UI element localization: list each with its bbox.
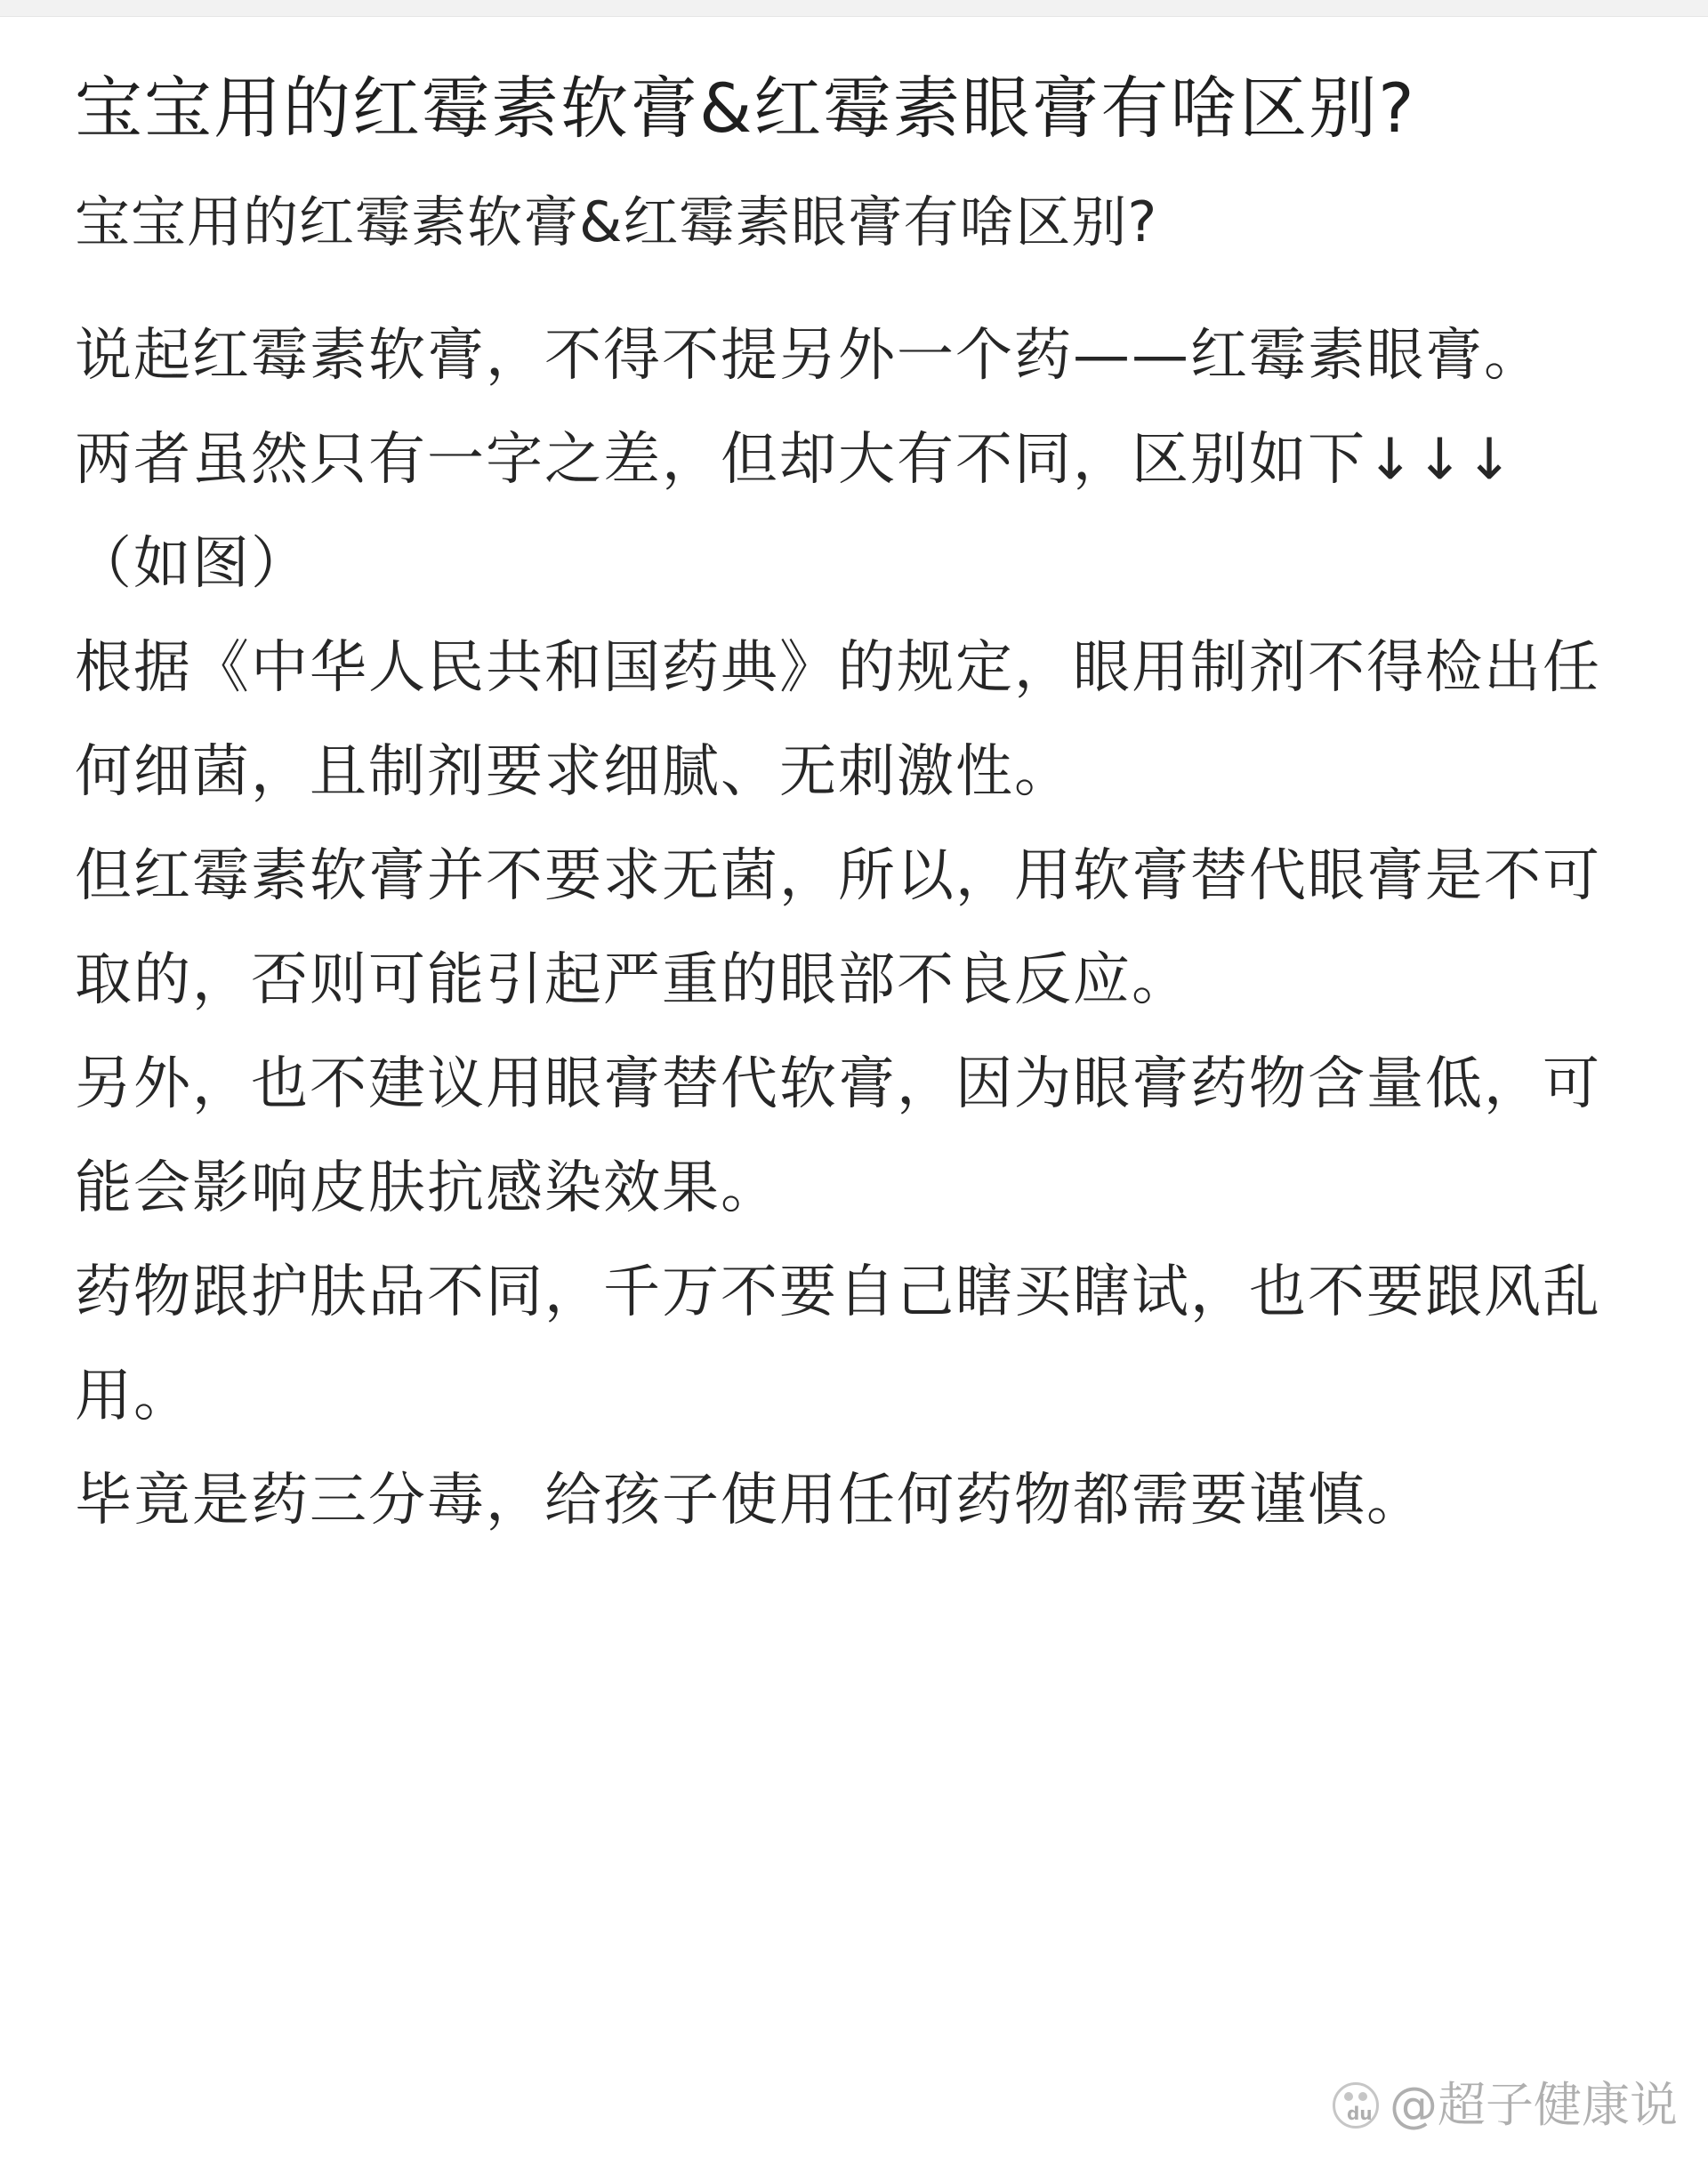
watermark-text: @超子健康说 bbox=[1390, 2077, 1678, 2133]
paragraph: 药物跟护肤品不同，千万不要自己瞎买瞎试，也不要跟风乱用。 bbox=[75, 1260, 1601, 1429]
article-title: 宝宝用的红霉素软膏&红霉素眼膏有啥区别? bbox=[75, 68, 1416, 148]
du-logo-icon bbox=[1333, 2082, 1379, 2129]
du-logo-text: du bbox=[1347, 2103, 1373, 2124]
top-strip bbox=[0, 0, 1708, 17]
paragraph: 另外，也不建议用眼膏替代软膏，因为眼膏药物含量低，可能会影响皮肤抗感染效果。 bbox=[75, 1051, 1601, 1221]
article bbox=[75, 55, 1605, 1553]
watermark bbox=[1333, 2073, 1678, 2137]
article-body bbox=[75, 304, 1605, 1553]
article-subtitle: 宝宝用的红霉素软膏&红霉素眼膏有啥区别? bbox=[75, 189, 1158, 254]
paragraph: 但红霉素软膏并不要求无菌，所以，用软膏替代眼膏是不可取的，否则可能引起严重的眼部不良反应。 bbox=[75, 843, 1601, 1013]
paragraph: 毕竟是药三分毒，给孩子使用任何药物都需要谨慎。 bbox=[75, 1468, 1425, 1533]
paragraph: 两者虽然只有一字之差，但却大有不同，区别如下↓↓↓（如图） bbox=[75, 427, 1515, 597]
paragraph: 说起红霉素软膏，不得不提另外一个药——红霉素眼膏。 bbox=[75, 323, 1543, 389]
paragraph: 根据《中华人民共和国药典》的规定，眼用制剂不得检出任何细菌，且制剂要求细腻、无刺激性。 bbox=[75, 635, 1601, 805]
